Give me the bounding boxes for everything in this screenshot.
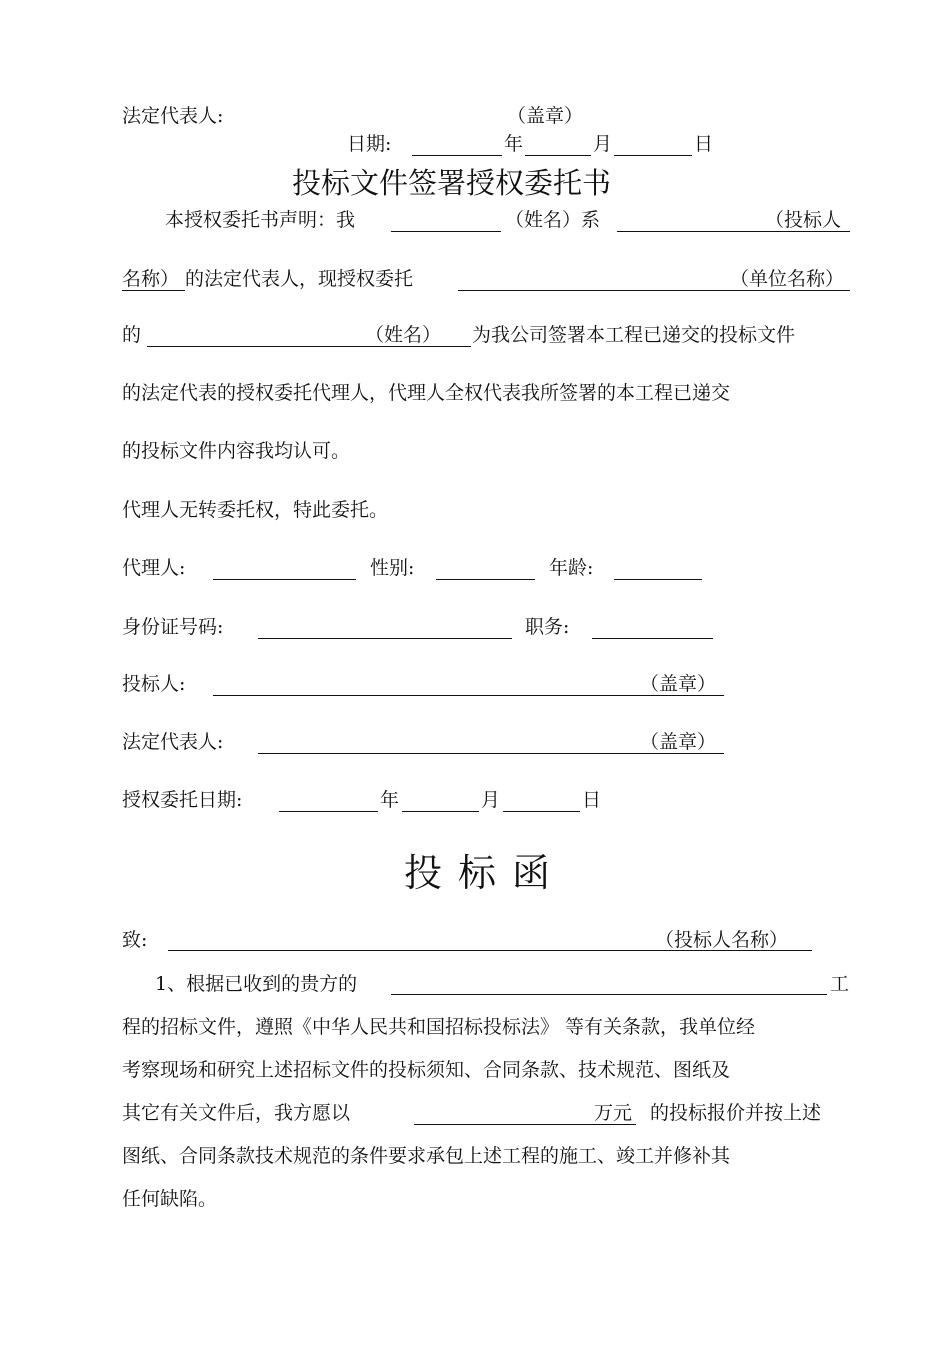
auth-p2-a: 名称） <box>122 268 180 290</box>
auth-year-blank[interactable] <box>279 811 378 812</box>
auth-p3-name: （姓名） <box>365 324 442 346</box>
auth-p2-unit: （单位名称） <box>730 268 845 290</box>
letter-l4-b: 的投标报价并按上述 <box>650 1102 822 1124</box>
legal-rep-seal: （盖章） <box>640 731 717 753</box>
auth-p3-b: 为我公司签署本工程已递交的投标文件 <box>472 324 796 346</box>
project-name-blank[interactable] <box>391 994 827 995</box>
auth-p6: 代理人无转委托权，特此委托。 <box>122 499 389 521</box>
age-label: 年龄: <box>549 557 594 579</box>
letter-l2: 程的招标文件，遵照《中华人民共和国招标投标法》 等有关条款，我单位经 <box>122 1016 756 1038</box>
auth-month-blank[interactable] <box>402 811 479 812</box>
auth-p3-a: 的 <box>122 324 142 346</box>
month-blank[interactable] <box>525 155 591 156</box>
legal-rep-label: 法定代表人: <box>122 105 224 127</box>
auth-day-label: 日 <box>582 789 602 811</box>
letter-title: 投标函 <box>404 851 567 895</box>
year-label: 年 <box>504 133 524 155</box>
year-blank[interactable] <box>412 155 502 156</box>
auth-p1-bidder: （投标人 <box>765 209 842 231</box>
auth-day-blank[interactable] <box>503 811 580 812</box>
letter-l5: 图纸、合同条款技术规范的条件要求承包上述工程的施工、竣工并修补其 <box>122 1145 731 1167</box>
id-label: 身份证号码: <box>122 616 224 638</box>
letter-l1-a: 1、根据已收到的贵方的 <box>155 973 358 995</box>
legal-rep-label-2: 法定代表人: <box>122 731 224 753</box>
auth-title: 投标文件签署授权委托书 <box>292 166 612 200</box>
declarant-name-blank[interactable] <box>391 231 501 232</box>
letter-l1-b: 工 <box>830 973 850 995</box>
auth-p5: 的投标文件内容我均认可。 <box>122 440 351 462</box>
bidder-seal: （盖章） <box>640 673 717 695</box>
to-name: （投标人名称） <box>655 929 789 951</box>
bidder-name-underline <box>122 290 185 291</box>
letter-l4-unit: 万元 <box>594 1102 633 1124</box>
age-blank[interactable] <box>614 579 702 580</box>
letter-l6: 任何缺陷。 <box>122 1188 218 1210</box>
agent-label: 代理人: <box>122 557 186 579</box>
letter-l3: 考察现场和研究上述招标文件的投标须知、合同条款、技术规范、图纸及 <box>122 1059 731 1081</box>
to-label: 致: <box>122 929 148 951</box>
gender-blank[interactable] <box>436 579 535 580</box>
auth-year-label: 年 <box>380 789 400 811</box>
day-blank[interactable] <box>614 155 692 156</box>
position-label: 职务: <box>525 616 570 638</box>
bidder-label: 投标人: <box>122 673 186 695</box>
auth-p1-text: 本授权委托书声明：我 <box>165 209 356 231</box>
month-label: 月 <box>593 133 613 155</box>
position-blank[interactable] <box>592 638 713 639</box>
agent-blank[interactable] <box>213 579 356 580</box>
date-label: 日期: <box>347 133 392 155</box>
auth-date-label: 授权委托日期: <box>122 789 243 811</box>
auth-p2-b: 的法定代表人，现授权委托 <box>185 268 414 290</box>
letter-l4-a: 其它有关文件后，我方愿以 <box>122 1102 351 1124</box>
gender-label: 性别: <box>370 557 415 579</box>
day-label: 日 <box>694 133 714 155</box>
auth-p4: 的法定代表的授权委托代理人，代理人全权代表我所签署的本工程已递交 <box>122 382 731 404</box>
auth-p1-name: （姓名）系 <box>505 209 601 231</box>
auth-month-label: 月 <box>481 789 501 811</box>
id-blank[interactable] <box>258 638 512 639</box>
seal-label: （盖章） <box>507 105 584 127</box>
